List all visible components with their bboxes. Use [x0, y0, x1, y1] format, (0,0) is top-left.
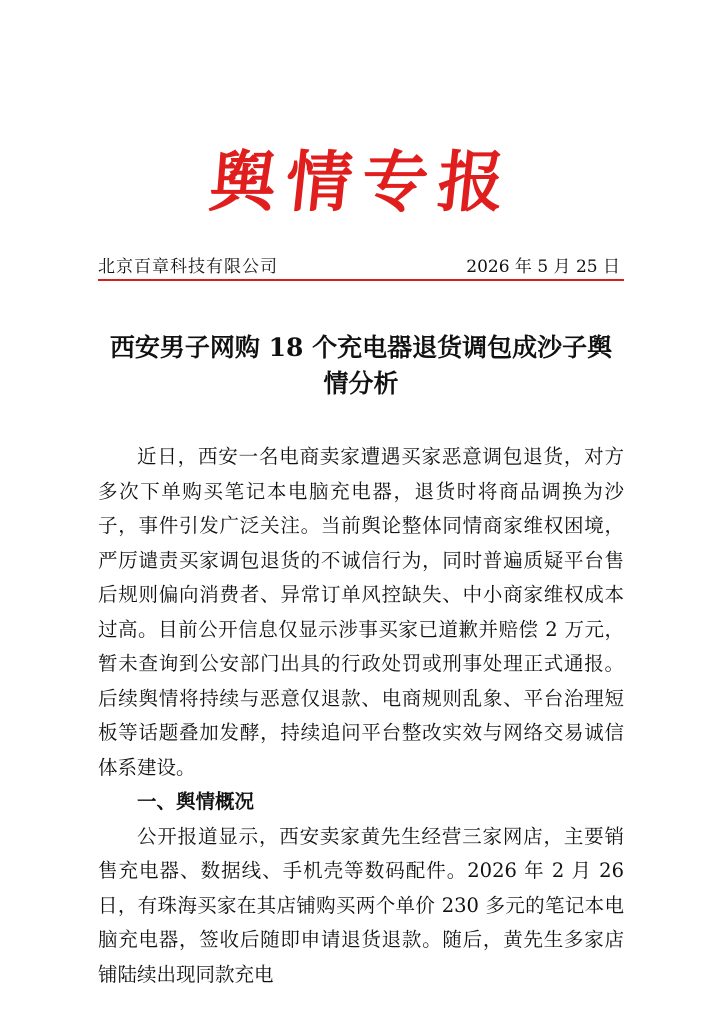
report-body — [98, 440, 624, 992]
report-title: 西安男子网购 18 个充电器退货调包成沙子舆情分析 — [109, 333, 613, 398]
summary-paragraph: 近日，西安一名电商卖家遭遇买家恶意调包退货，对方多次下单购买笔记本电脑充电器，退货时将商品调换为沙子，事件引发广泛关注。当前舆论整体同情商家维权困境，严厉谴责买家调包退货的不诚信行为，同时普遍质疑平台售后规则偏向消费者、异常订单风控缺失、中小商家维权成本过高。目前公开信息仅显示涉事买家已道歉并赔偿 2 万元，暂未查询到公安部门出具的行政处罚或刑事处理正式通报。后续舆情将持续与恶意仅退款、电商规则乱象、平台治理短板等话题叠加发酵，持续追问平台整改实效与网络交易诚信体系建设。 — [98, 445, 624, 779]
section-heading: 一、舆情概况 — [137, 790, 255, 813]
organization-name: 北京百章科技有限公司 — [98, 257, 278, 277]
report-date: 2026 年 5 月 25 日 — [466, 257, 620, 277]
masthead-title: 舆情专报 — [205, 143, 519, 221]
header-divider — [98, 279, 624, 281]
header-meta — [98, 256, 624, 278]
section-paragraph: 公开报道显示，西安卖家黄先生经营三家网店，主要销售充电器、数据线、手机壳等数码配件。2026 年 2 月 26 日，有珠海买家在其店铺购买两个单价 230 多元的笔记本电脑充电器，签收后随即申请退货退款。随后，黄先生多家店铺陆续出现同款充电 — [98, 824, 624, 986]
